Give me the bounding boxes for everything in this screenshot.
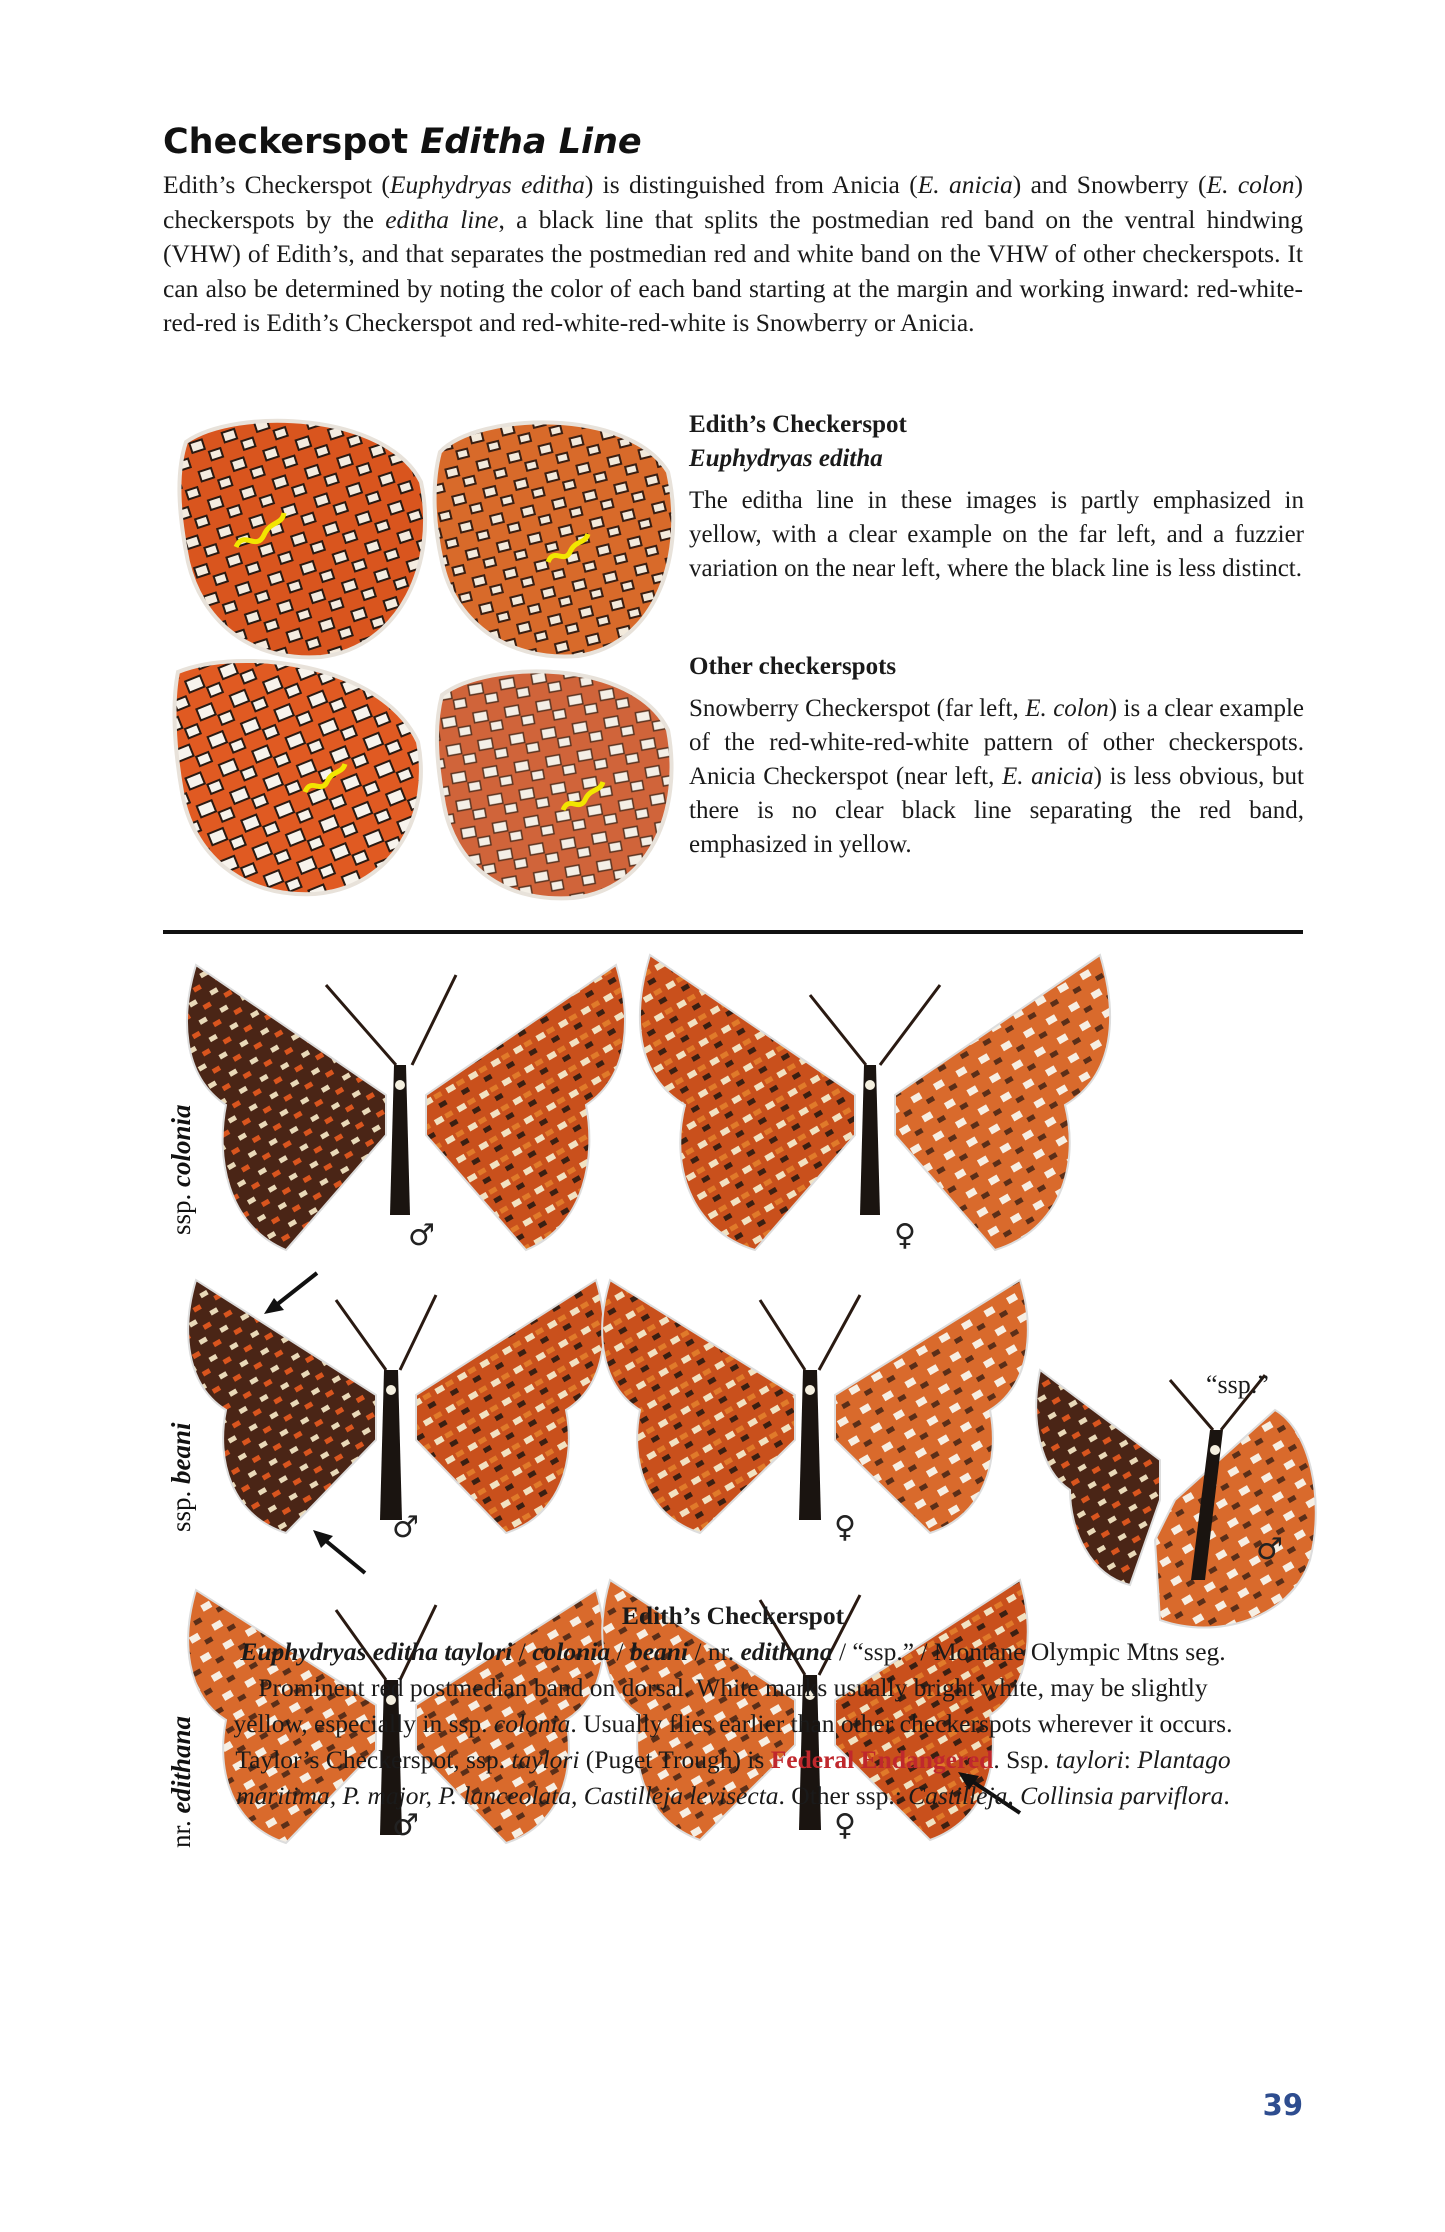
row-label-name: colonia — [166, 1104, 196, 1187]
wing-closeup-far-left-bottom — [170, 652, 430, 897]
caption-text: beani — [629, 1637, 689, 1666]
heading-italic: Editha Line — [420, 122, 642, 162]
caption-text: Plantago — [1137, 1745, 1231, 1774]
caption-text: colonia — [532, 1637, 611, 1666]
intro-text: editha line — [385, 204, 499, 234]
female-symbol: ♀ — [894, 1218, 916, 1253]
female-symbol: ♀ — [834, 1808, 856, 1843]
edith-block-sci-name: Euphydryas editha — [689, 445, 883, 472]
intro-text: ) is distinguished from Anicia ( — [584, 170, 918, 199]
intro-text: Edith’s Checkerspot ( — [163, 170, 390, 199]
arrow-icon — [262, 1268, 322, 1318]
caption-text: (Puget Trough) is — [579, 1745, 771, 1774]
caption-text: maritima, P. major, P. lanceolata, Castilleja levisecta — [236, 1781, 779, 1810]
other-text: ) is a clear example of the red-white-red-white pattern of other checkerspots. Anicia Checkerspot (near left, — [689, 695, 1304, 790]
other-text: Snowberry Checkerspot (far left, — [689, 695, 1026, 722]
caption-line — [163, 1742, 1303, 1778]
row-label-colonia — [166, 1104, 197, 1235]
caption-text: taylori — [1055, 1745, 1124, 1774]
caption-text: . Ssp. — [993, 1745, 1056, 1774]
butterfly-colonia-male — [186, 955, 626, 1260]
edith-block-title: Edith’s Checkerspot — [689, 411, 907, 438]
other-text: E. colon — [1025, 695, 1109, 722]
caption-text: Castilleja, Collinsia parviflora — [908, 1781, 1224, 1810]
other-checkerspots-block — [689, 650, 1304, 862]
caption-line — [163, 1706, 1303, 1742]
caption-text: colonia — [493, 1709, 571, 1738]
intro-paragraph — [163, 168, 1303, 341]
male-symbol: ♂ — [1256, 1532, 1283, 1567]
caption-text: . Usually flies earlier than other checkerspots wherever it occurs. — [570, 1709, 1233, 1738]
intro-text: ) checkerspots by the — [163, 170, 1303, 234]
male-symbol: ♂ — [408, 1218, 435, 1253]
intro-text: ) and Snowberry ( — [1012, 170, 1207, 199]
species-caption — [163, 1598, 1303, 1814]
butterfly-colonia-female — [640, 945, 1110, 1260]
caption-text: / nr. — [688, 1637, 741, 1666]
caption-text: Taylor’s Checkerspot, ssp. — [235, 1745, 512, 1774]
row-label-prefix: ssp. — [166, 1186, 196, 1235]
edith-block-body: The editha line in these images is partly emphasized in yellow, with a clear example on the far left, and a fuzzier variation on the near left, where the black line is less distinct. — [689, 487, 1304, 582]
federal-endangered-label: Federal Endangered — [770, 1745, 994, 1774]
caption-line — [163, 1778, 1303, 1814]
row-label-name: beani — [166, 1422, 196, 1484]
wing-closeup-near-left-top — [428, 412, 683, 662]
ssp-quote-label: “ssp.” — [1206, 1370, 1269, 1399]
female-symbol: ♀ — [834, 1510, 856, 1545]
caption-text: taylori — [511, 1745, 580, 1774]
other-text: E. anicia — [1002, 763, 1094, 790]
caption-text: yellow, especially in ssp. — [233, 1709, 494, 1738]
male-symbol: ♂ — [392, 1808, 419, 1843]
intro-text: E. anicia — [917, 170, 1013, 199]
intro-text: E. colon — [1206, 170, 1295, 199]
edith-checkerspot-block — [689, 408, 1304, 586]
row-label-prefix: ssp. — [166, 1483, 196, 1532]
butterfly-ssp-male — [1035, 1350, 1325, 1640]
caption-text: Euphydryas editha taylori — [240, 1637, 513, 1666]
caption-text: / — [512, 1637, 533, 1666]
caption-text: / — [610, 1637, 630, 1666]
intro-text: , a black line that splits the postmedian red band on the ventral hindwing (VHW) of Edith’s, and that separates the postmedian red and white band on the VHW of other checkerspots. It can also be determined by noting the color of each band starting at the margin and working inward: red-white-red-red is Edith’s Checkerspot and red-white-red-white is Snowberry or Anicia. — [163, 204, 1303, 337]
caption-text: / “ssp.” / Montane Olympic Mtns seg. — [832, 1637, 1226, 1666]
butterfly-beani-male — [186, 1275, 606, 1540]
wing-closeup-far-left-top — [176, 412, 431, 662]
wing-closeup-near-left-bottom — [428, 660, 683, 900]
caption-text: : — [1123, 1745, 1138, 1774]
other-block-title: Other checkerspots — [689, 653, 897, 680]
other-block-body — [689, 692, 1304, 862]
butterfly-beani-female — [600, 1275, 1030, 1540]
row-label-prefix: nr. — [166, 1813, 196, 1848]
caption-line — [163, 1634, 1303, 1670]
male-symbol: ♂ — [392, 1510, 419, 1545]
section-divider — [163, 930, 1303, 934]
caption-title: Edith’s Checkerspot — [621, 1601, 845, 1630]
page-number: 39 — [1262, 2088, 1303, 2122]
other-text: ) is less obvious, but there is no clear black line separating the red band, emphasized in yellow. — [689, 763, 1304, 858]
caption-text: . — [1223, 1781, 1230, 1810]
caption-line: Prominent red postmedian band on dorsal. White marks usually bright white, may be slightly — [258, 1673, 1208, 1702]
intro-text: Euphydryas editha — [389, 170, 585, 199]
caption-text: edithana — [740, 1637, 833, 1666]
caption-text: . Other ssp.: — [778, 1781, 909, 1810]
section-heading — [163, 122, 642, 162]
arrow-icon — [310, 1528, 370, 1578]
row-label-beani — [166, 1422, 197, 1532]
row-label-name: edithana — [166, 1715, 196, 1814]
heading-main: Checkerspot — [163, 122, 421, 162]
